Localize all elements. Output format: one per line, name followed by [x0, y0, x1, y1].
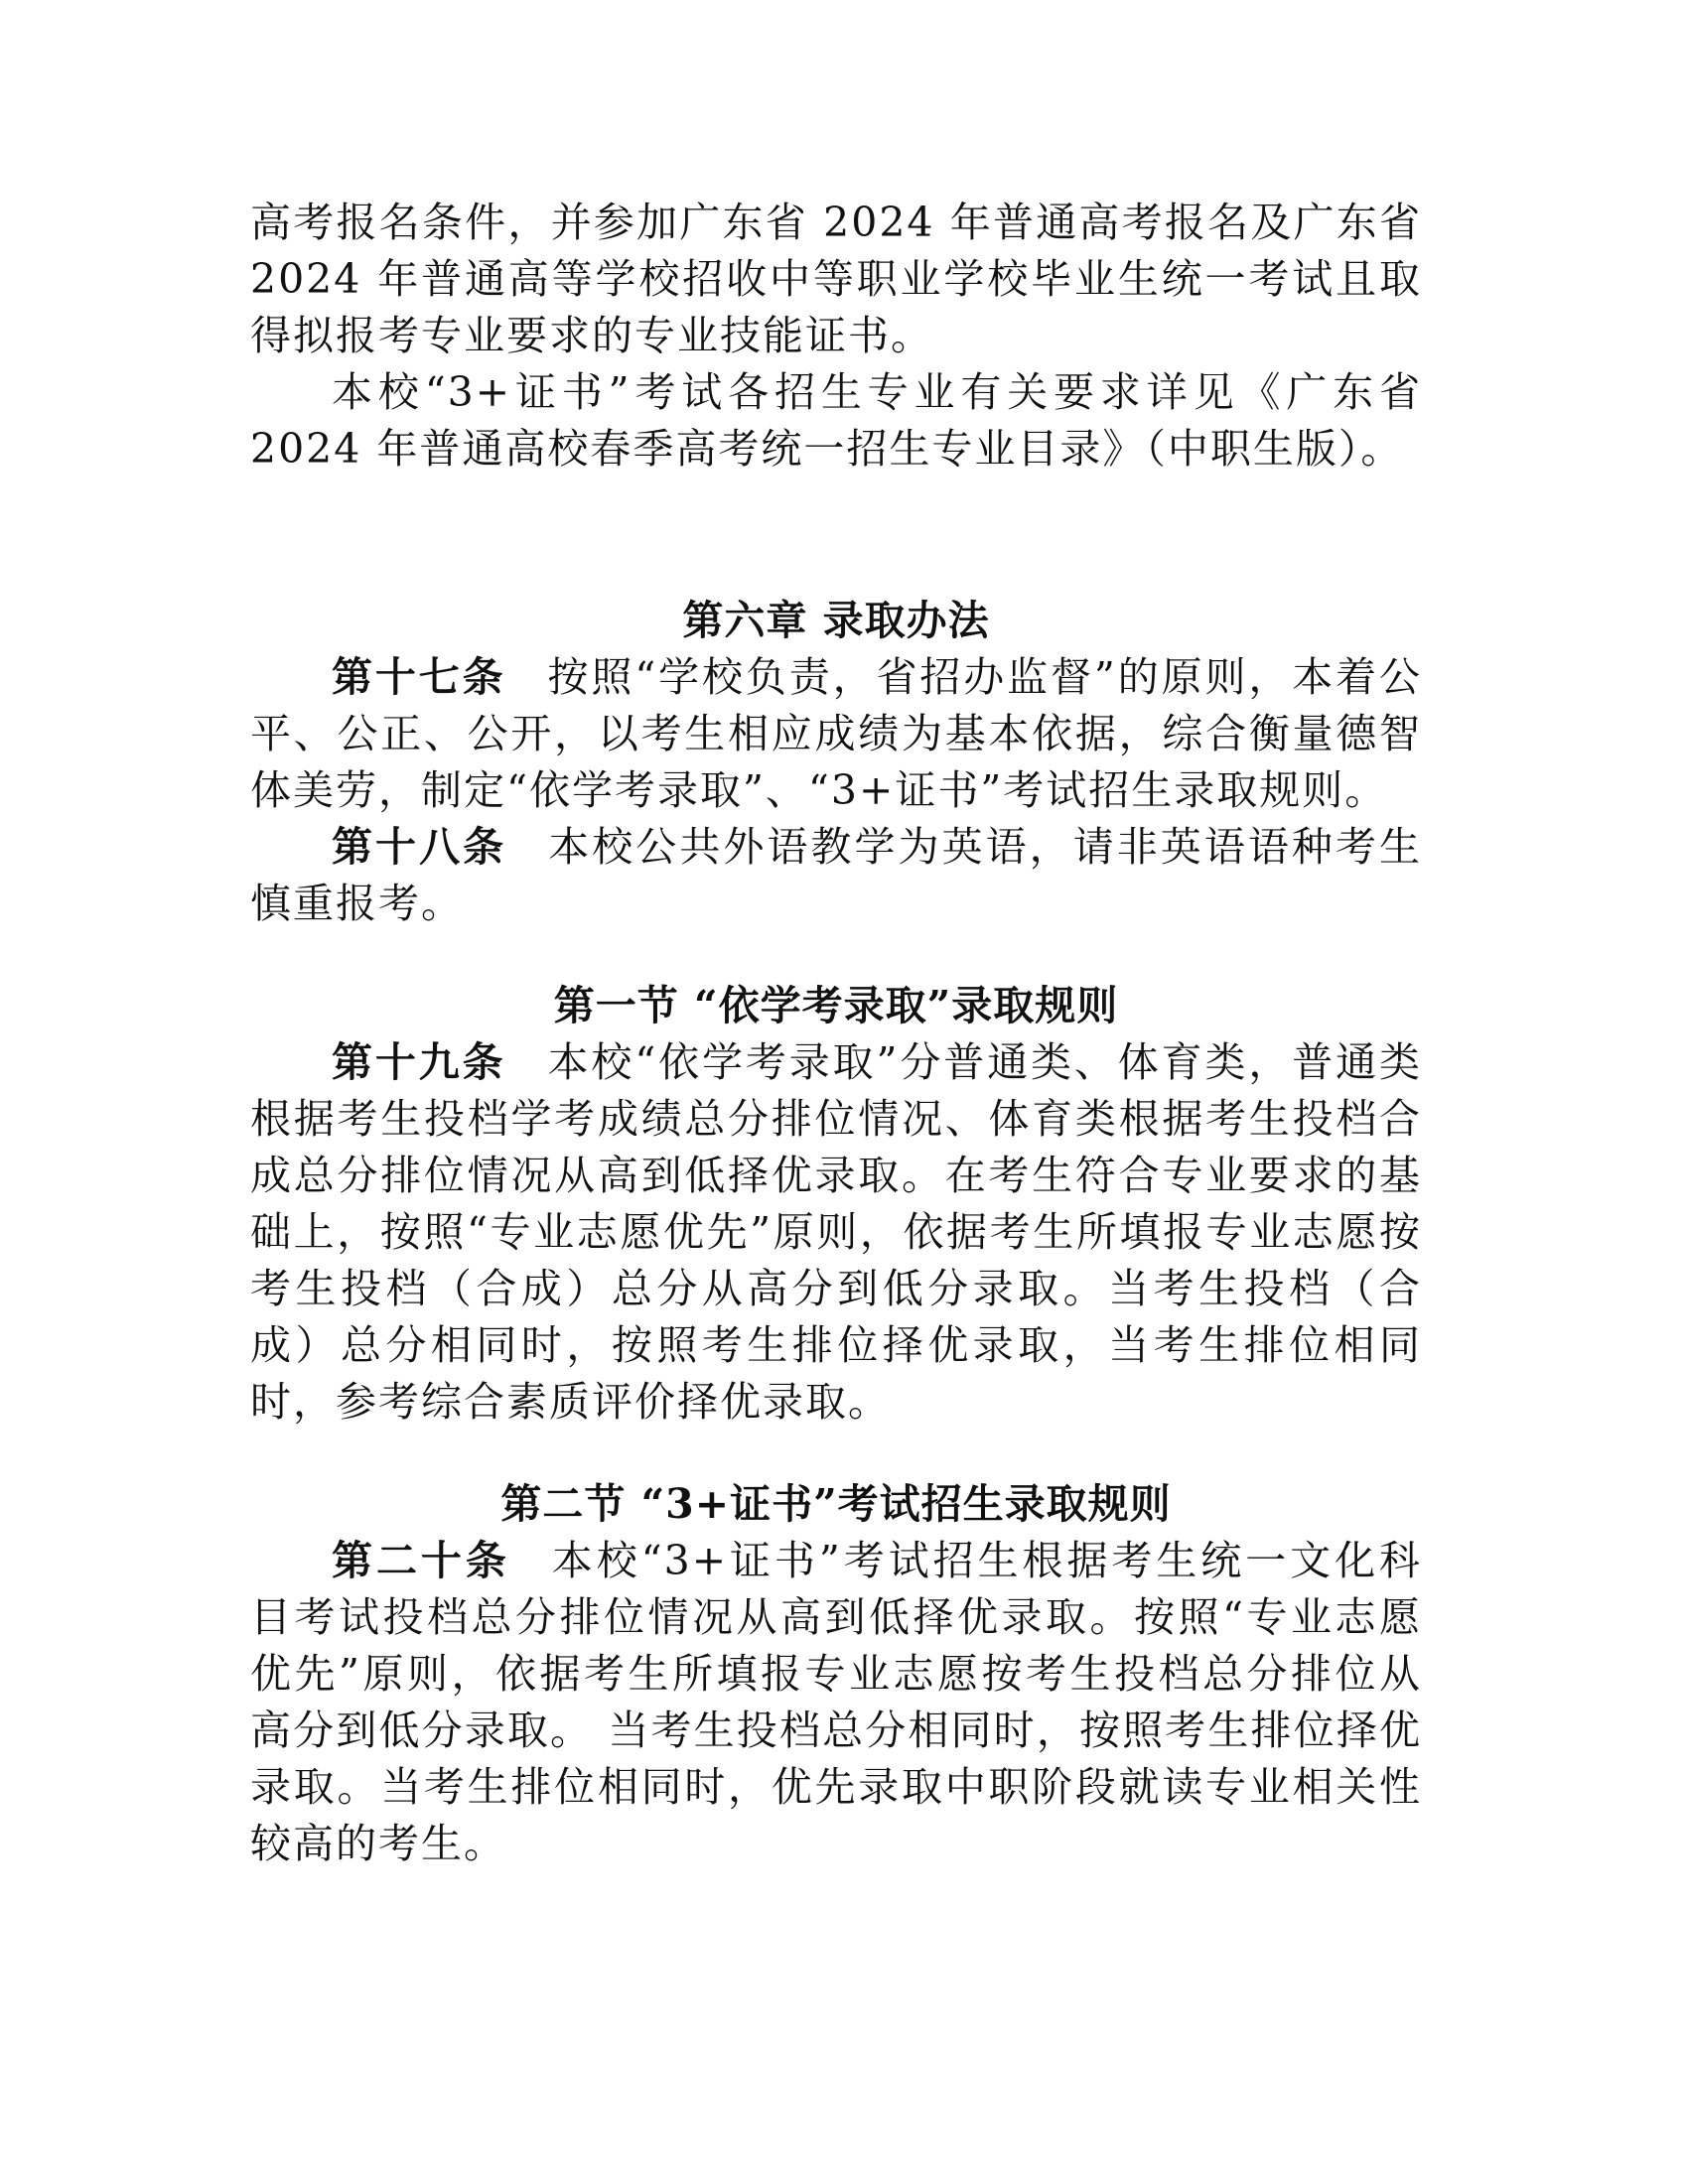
article-17-text: 按照“学校负责，省招办监督”的原则，本着公平、公正、公开，以考生相应成绩为基本依据，综合衡量德智体美劳，制定“依学考录取”、“3+证书”考试招生录取规则。	[250, 653, 1422, 814]
article-20-text: 本校“3+证书”考试招生根据考生统一文化科目考试投档总分排位情况从高到低择优录取。按照“专业志愿优先”原则，依据考生所填报专业志愿按考生投档总分排位从高分到低分录取。 当考生投档总分相同时，按照考生排位择优录取。当考生排位相同时，优先录取中职阶段就读专业相关性较高的考生。	[250, 1537, 1423, 1867]
spacer	[250, 478, 1422, 593]
spacer	[250, 932, 1422, 978]
article-17	[250, 649, 1422, 819]
section-1-title: 第一节 “依学考录取”录取规则	[553, 982, 1119, 1029]
article-20-label: 第二十条	[332, 1537, 510, 1584]
article-20	[250, 1533, 1422, 1872]
section-2-title: 第二节 “3+证书”考试招生录取规则	[500, 1480, 1172, 1528]
article-18-label: 第十八条	[332, 823, 507, 871]
article-19-label: 第十九条	[332, 1038, 506, 1086]
article-18-text: 本校公共外语教学为英语，请非英语语种考生慎重报考。	[250, 823, 1423, 927]
spacer	[250, 1431, 1422, 1476]
article-17-label: 第十七条	[332, 653, 506, 701]
article-19	[250, 1034, 1422, 1431]
document-page	[250, 195, 1422, 1872]
intro-paragraph: 本校“3+证书”考试各招生专业有关要求详见《广东省 2024 年普通高校春季高考统一招生专业目录》（中职生版）。	[250, 368, 1422, 473]
chapter-title: 第六章 录取办法	[682, 597, 990, 644]
continuation-paragraph: 高考报名条件，并参加广东省 2024 年普通高考报名及广东省 2024 年普通高等学校招收中等职业学校毕业生统一考试且取得拟报考专业要求的专业技能证书。	[250, 199, 1422, 359]
article-19-text: 本校“依学考录取”分普通类、体育类，普通类根据考生投档学考成绩总分排位情况、体育类根据考生投档合成总分排位情况从高到低择优录取。在考生符合专业要求的基础上，按照“专业志愿优先”原则，依据考生所填报专业志愿按考生投档（合成）总分从高分到低分录取。当考生投档（合成）总分相同时，按照考生排位择优录取，当考生排位相同时，参考综合素质评价择优录取。	[250, 1038, 1422, 1426]
article-18	[250, 819, 1422, 932]
